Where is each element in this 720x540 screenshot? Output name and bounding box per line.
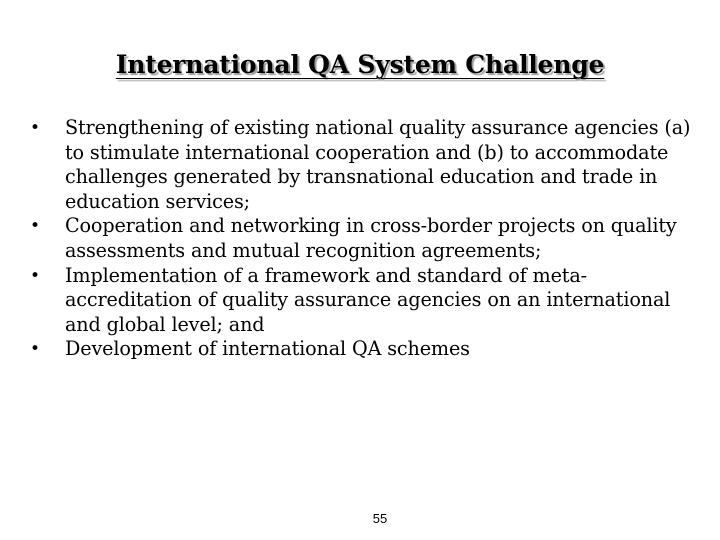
bullet-icon: •	[30, 216, 40, 237]
bullet-icon: •	[30, 265, 40, 286]
bullet-text: Implementation of a framework and standard of meta-accreditation of quality assurance agencies on an international and global level; and	[65, 263, 671, 336]
bullet-text: Strengthening of existing national quality assurance agencies (a) to stimulate international cooperation and (b) to accommodate challenges generated by transnational education and trade in education services;	[65, 116, 691, 213]
bullet-icon: •	[30, 118, 40, 138]
bullet-item	[30, 337, 695, 362]
page-number: 55	[372, 511, 388, 526]
bullet-icon: •	[30, 339, 40, 360]
bullet-item	[30, 214, 695, 263]
bullet-item	[30, 116, 695, 214]
bullet-list	[30, 116, 695, 362]
bullet-text: Development of international QA schemes	[65, 337, 470, 361]
bullet-text: Cooperation and networking in cross-border projects on quality assessments and mutual recognition agreements;	[65, 214, 677, 262]
bullet-item	[30, 264, 695, 338]
slide-title: International QA System Challenge	[115, 50, 605, 79]
